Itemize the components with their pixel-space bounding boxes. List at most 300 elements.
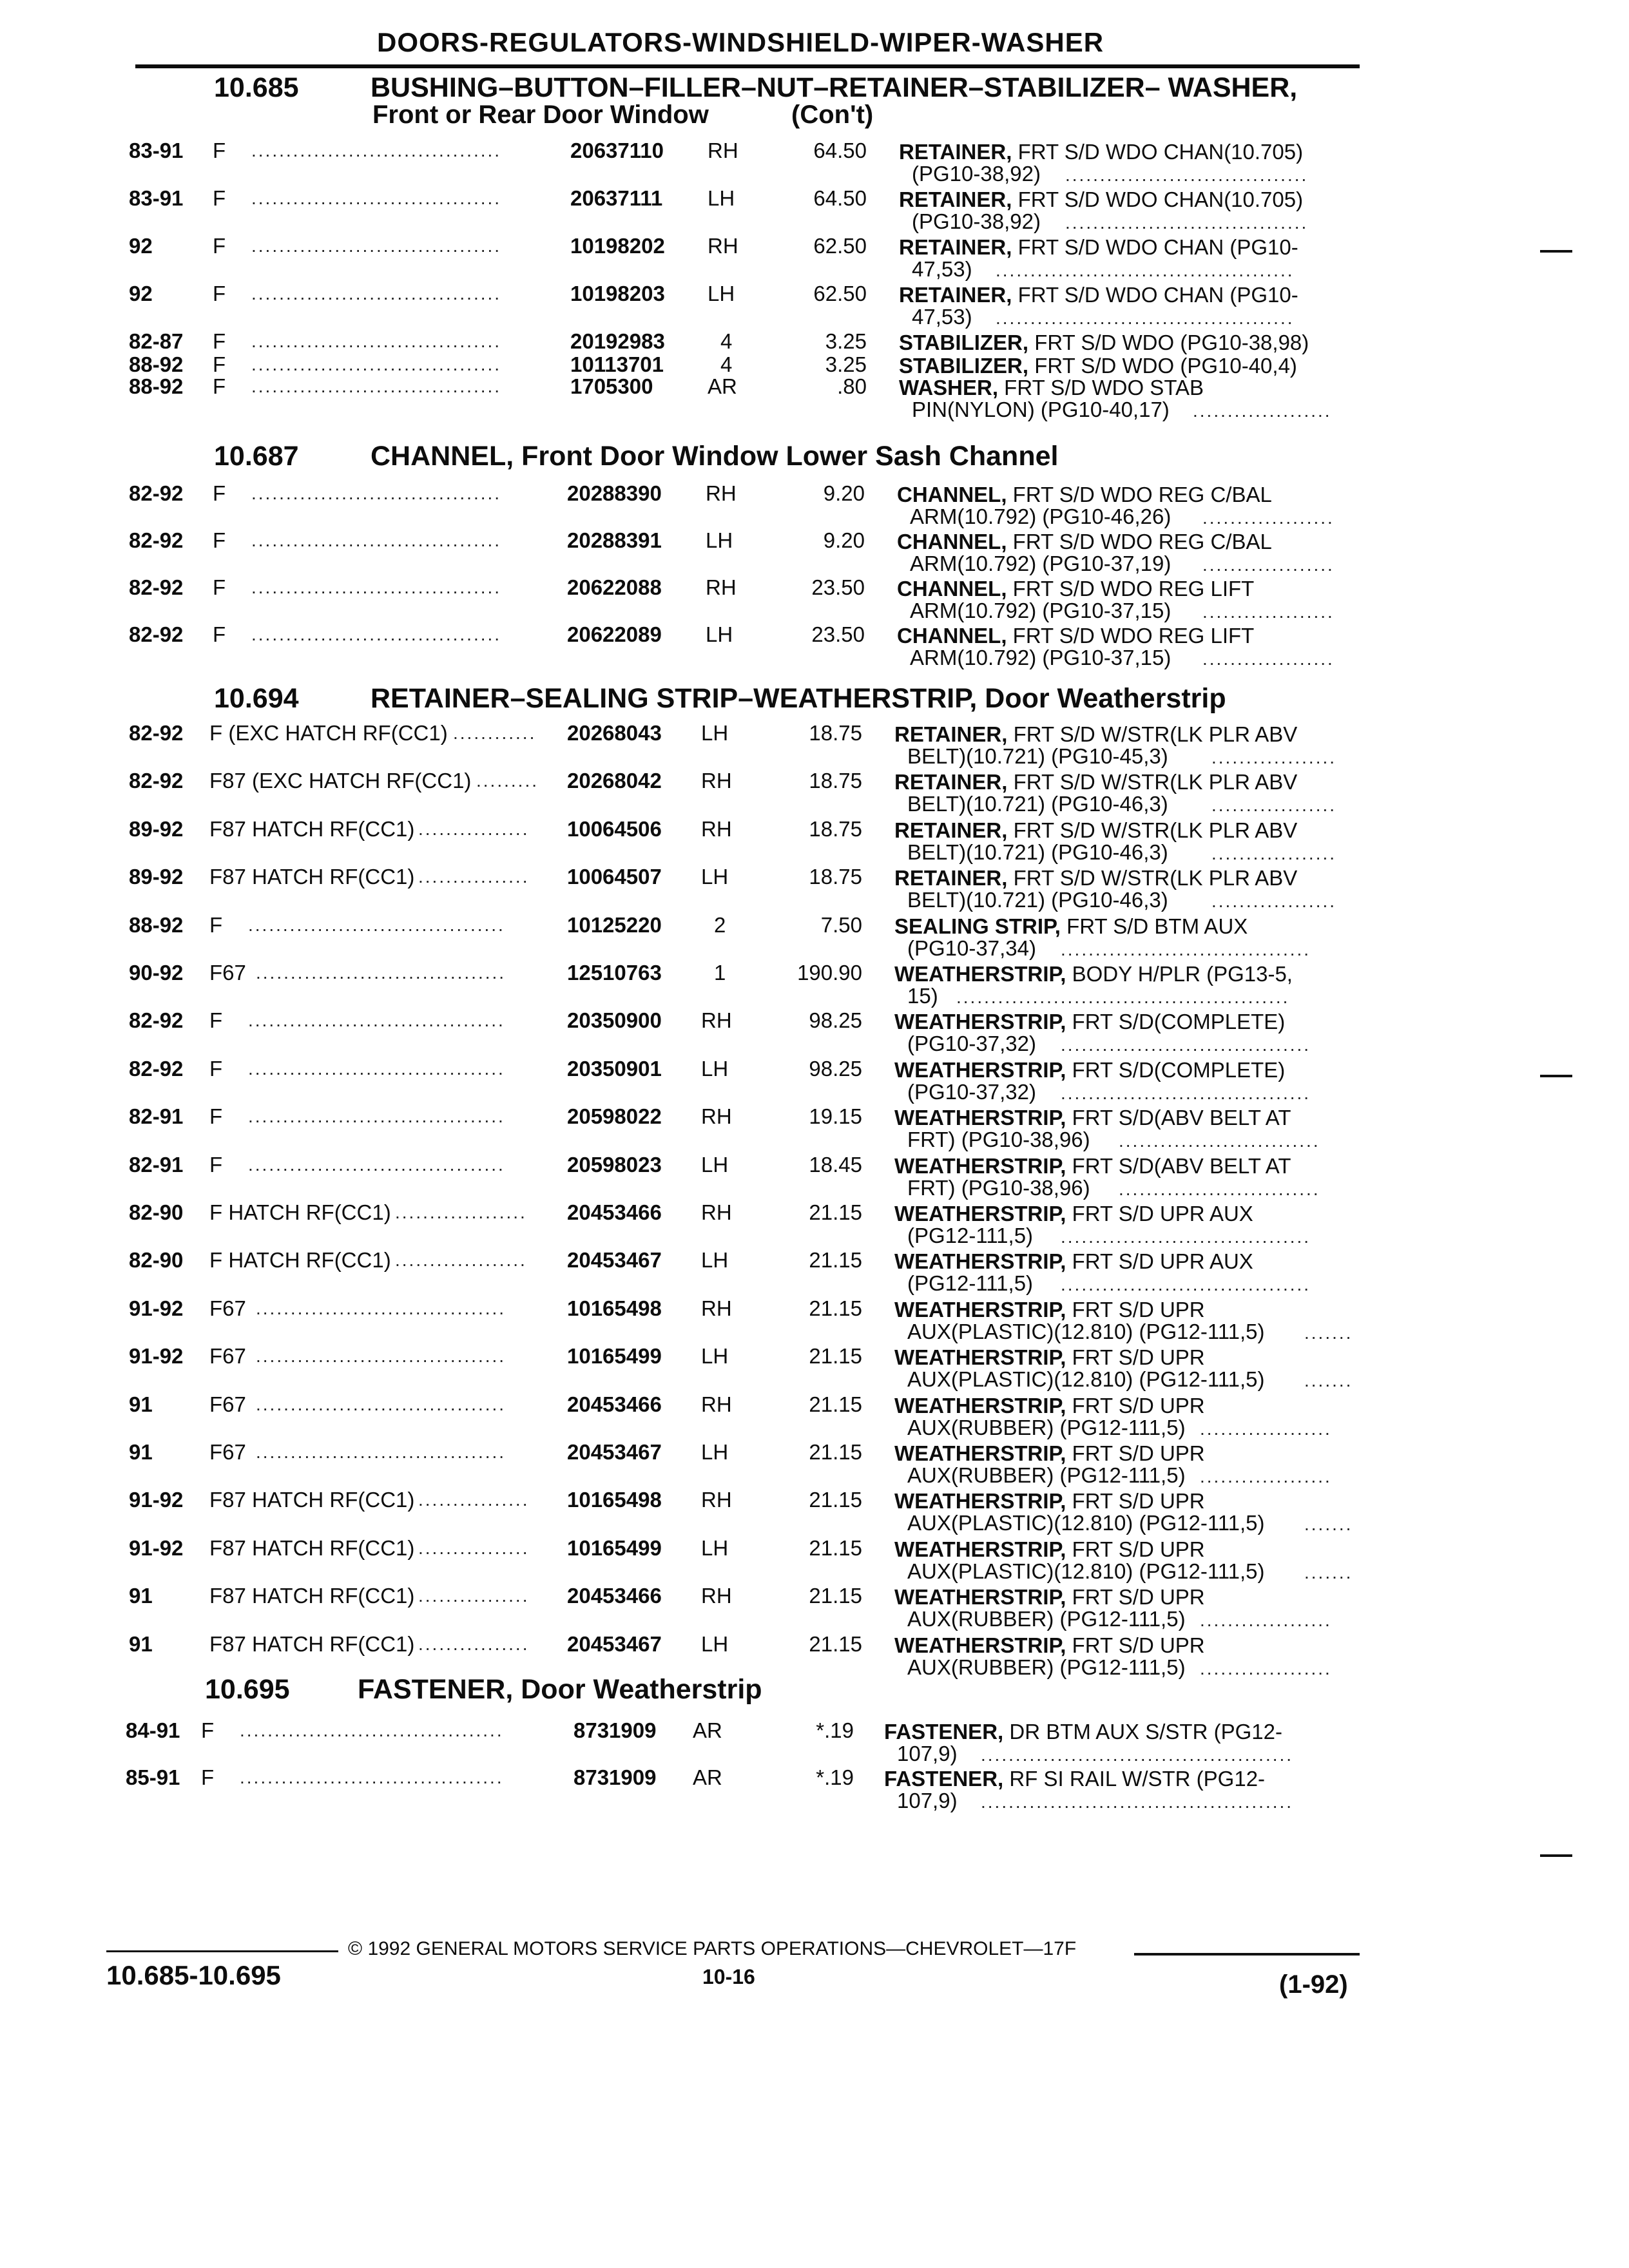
dot-leader: .................................... (251, 331, 502, 351)
part-number: 10198202 (570, 234, 665, 258)
description-line-2: 47,53) (912, 257, 972, 281)
description-line-1 (894, 1490, 1205, 1513)
dot-leader: ................... (1202, 602, 1335, 622)
description-line-2: 107,9) (897, 1789, 958, 1812)
model-years: 82-90 (129, 1248, 184, 1272)
description-line-1 (894, 1346, 1205, 1369)
quantity: RH (701, 817, 732, 841)
part-name: STABILIZER, (899, 331, 1029, 354)
dot-leader: .................................... (251, 354, 502, 374)
model-years: 82-87 (129, 329, 184, 353)
dot-leader: ....... (1304, 1323, 1353, 1343)
margin-mark (1540, 1075, 1572, 1077)
model-years: 82-92 (129, 575, 184, 599)
description-line-1 (899, 284, 1298, 307)
quantity: LH (701, 1153, 729, 1177)
list-price: 3.25 (825, 329, 867, 353)
quantity: 4 (720, 329, 733, 353)
dot-leader: ..................................... (248, 915, 505, 935)
description-detail: FRT S/D WDO REG C/BAL (1007, 530, 1272, 553)
footer-rule-left (106, 1950, 338, 1952)
parts-row (0, 1584, 1629, 1629)
footer-revision-date: (1-92) (1279, 1970, 1348, 1999)
dot-leader: .................................... (251, 188, 502, 208)
part-name: WASHER, (899, 376, 999, 399)
description-detail: FRT S/D WDO CHAN(10.705) (1012, 140, 1304, 164)
part-name: RETAINER, (899, 140, 1012, 164)
body-model: F (201, 1765, 215, 1789)
part-number: 20453467 (567, 1440, 662, 1464)
part-number: 20453467 (567, 1248, 662, 1272)
part-name: WEATHERSTRIP, (894, 1249, 1066, 1273)
list-price: 21.15 (809, 1584, 862, 1608)
model-years: 82-92 (129, 721, 184, 745)
description-detail: FRT S/D(ABV BELT AT (1066, 1106, 1291, 1129)
part-name: FASTENER, (884, 1720, 1004, 1744)
dot-leader: ................... (1200, 1658, 1332, 1678)
dot-leader: ..................................... (248, 1010, 505, 1030)
part-name: RETAINER, (899, 187, 1012, 211)
part-number: 10165499 (567, 1344, 662, 1368)
description-line-1 (894, 1059, 1285, 1082)
quantity: LH (701, 1344, 729, 1368)
dot-leader: ................... (1200, 1466, 1332, 1486)
list-price: 9.20 (823, 528, 865, 552)
dot-leader: .................................... (251, 376, 502, 396)
quantity: RH (701, 1200, 732, 1224)
model-years: 91-92 (129, 1344, 184, 1368)
list-price: 64.50 (813, 186, 867, 210)
dot-leader: .................. (1211, 843, 1337, 863)
body-model: F (EXC HATCH RF(CC1) (209, 721, 448, 745)
description-detail: RF SI RAIL W/STR (PG12- (1003, 1767, 1266, 1791)
dot-leader: ..................................... (248, 1106, 505, 1126)
dot-leader: ..................................... (248, 1155, 505, 1175)
description-detail: FRT S/D W/STR(LK PLR ABV (1007, 770, 1298, 794)
part-name: CHANNEL, (897, 624, 1007, 648)
description-line-1 (884, 1720, 1282, 1744)
part-number: 10165498 (567, 1488, 662, 1512)
list-price: 7.50 (820, 913, 862, 937)
description-line-1 (897, 577, 1254, 601)
part-name: WEATHERSTRIP, (894, 1058, 1066, 1082)
description-detail: FRT S/D UPR AUX (1066, 1249, 1253, 1273)
model-years: 83-91 (129, 186, 184, 210)
description-detail: FRT S/D UPR (1066, 1489, 1205, 1513)
part-name: WEATHERSTRIP, (894, 1537, 1066, 1561)
dot-leader: .................................... (251, 140, 502, 160)
model-years: 88-92 (129, 913, 184, 937)
model-years: 90-92 (129, 961, 184, 985)
description-line-2: AUX(PLASTIC)(12.810) (PG12-111,5) (907, 1559, 1265, 1583)
list-price: 21.15 (809, 1440, 862, 1464)
part-number: 8731909 (574, 1765, 657, 1789)
quantity: LH (701, 1440, 729, 1464)
dot-leader: ....... (1304, 1370, 1353, 1390)
parts-row (0, 1297, 1629, 1342)
part-number: 20453466 (567, 1392, 662, 1416)
list-price: .80 (837, 374, 867, 398)
dot-leader: ........................................... (996, 308, 1295, 328)
quantity: RH (701, 1008, 732, 1032)
part-name: CHANNEL, (897, 577, 1007, 601)
quantity: AR (693, 1718, 722, 1742)
quantity: RH (701, 1392, 732, 1416)
part-name: WEATHERSTRIP, (894, 962, 1066, 986)
dot-leader: .................................... (1061, 1274, 1311, 1294)
list-price: 62.50 (813, 234, 867, 258)
part-name: WEATHERSTRIP, (894, 1585, 1066, 1609)
dot-leader: ............................. (1119, 1179, 1320, 1199)
body-model: F (213, 234, 226, 258)
part-name: RETAINER, (894, 722, 1008, 746)
quantity: LH (706, 622, 733, 646)
model-years: 82-90 (129, 1200, 184, 1224)
part-name: WEATHERSTRIP, (894, 1394, 1066, 1418)
description-detail: FRT S/D WDO CHAN(10.705) (1012, 187, 1304, 211)
part-name: WEATHERSTRIP, (894, 1010, 1066, 1033)
dot-leader: .................................... (256, 1298, 506, 1318)
description-line-2: (PG12-111,5) (907, 1271, 1034, 1295)
description-line-2: AUX(PLASTIC)(12.810) (PG12-111,5) (907, 1320, 1265, 1343)
body-model: F87 HATCH RF(CC1) (209, 1488, 415, 1512)
dot-leader: .................................... (251, 236, 502, 256)
parts-row (0, 282, 1629, 327)
part-number: 10064506 (567, 817, 662, 841)
body-model: F67 (209, 961, 246, 985)
parts-row (0, 1488, 1629, 1533)
dot-leader: ........................................... (996, 260, 1295, 280)
dot-leader: .................................... (256, 1442, 506, 1462)
description-line-1 (894, 1442, 1205, 1465)
part-name: RETAINER, (894, 818, 1008, 842)
description-line-2: BELT)(10.721) (PG10-46,3) (907, 840, 1168, 864)
description-line-2: BELT)(10.721) (PG10-46,3) (907, 888, 1168, 912)
model-years: 88-92 (129, 374, 184, 398)
part-name: WEATHERSTRIP, (894, 1345, 1066, 1369)
quantity: RH (706, 481, 737, 505)
parts-row (0, 1345, 1629, 1390)
body-model: F67 (209, 1296, 246, 1320)
parts-row (0, 1766, 1629, 1811)
parts-row (0, 529, 1629, 574)
quantity: 1 (714, 961, 726, 985)
part-name: SEALING STRIP, (894, 914, 1061, 938)
dot-leader: .................................... (256, 1346, 506, 1366)
body-model: F (213, 186, 226, 210)
description-line-2: AUX(RUBBER) (PG12-111,5) (907, 1416, 1186, 1439)
list-price: 64.50 (813, 139, 867, 162)
description-line-1 (894, 1634, 1205, 1657)
body-model: F87 HATCH RF(CC1) (209, 1584, 415, 1608)
dot-leader: .................................... (251, 624, 502, 644)
quantity: 4 (720, 352, 733, 376)
list-price: 18.75 (809, 865, 862, 889)
list-price: 21.15 (809, 1632, 862, 1656)
body-model: F87 HATCH RF(CC1) (209, 817, 415, 841)
dot-leader: ............................. (1119, 1131, 1320, 1151)
dot-leader: ................... (1202, 508, 1335, 528)
body-model: F67 (209, 1392, 246, 1416)
model-years: 82-91 (129, 1153, 184, 1177)
part-name: WEATHERSTRIP, (894, 1633, 1066, 1657)
description-line-2: AUX(RUBBER) (PG12-111,5) (907, 1463, 1186, 1487)
description-detail: FRT S/D(COMPLETE) (1066, 1058, 1286, 1082)
description-detail: FRT S/D UPR (1066, 1585, 1205, 1609)
title-rule (135, 64, 1360, 68)
part-number: 20453466 (567, 1200, 662, 1224)
description-line-2: (PG10-37,32) (907, 1080, 1036, 1104)
section-title: BUSHING–BUTTON–FILLER–NUT–RETAINER–STABILIZER– WASHER, (371, 72, 1298, 103)
part-name: STABILIZER, (899, 354, 1029, 378)
description-detail: BODY H/PLR (PG13-5, (1066, 962, 1293, 986)
body-model: F (213, 374, 226, 398)
section-subtitle: Front or Rear Door Window (372, 101, 709, 129)
dot-leader: ................................... (1065, 165, 1309, 185)
description-line-2: 107,9) (897, 1742, 958, 1765)
part-number: 20288390 (567, 481, 662, 505)
body-model: F87 HATCH RF(CC1) (209, 1632, 415, 1656)
dot-leader: .................................... (256, 963, 506, 983)
description-line-1 (894, 915, 1248, 938)
parts-row (0, 865, 1629, 910)
part-number: 10064507 (567, 865, 662, 889)
body-model: F (213, 329, 226, 353)
model-years: 82-92 (129, 481, 184, 505)
description-line-2: (PG12-111,5) (907, 1224, 1034, 1247)
model-years: 88-92 (129, 352, 184, 376)
part-number: 20637111 (570, 186, 663, 210)
quantity: LH (708, 186, 735, 210)
dot-leader: ..................................... (248, 1059, 505, 1079)
parts-row (0, 769, 1629, 814)
description-line-1 (899, 236, 1298, 259)
model-years: 83-91 (129, 139, 184, 162)
dot-leader: ...................................... (240, 1720, 504, 1740)
description-line-1 (894, 1538, 1205, 1561)
description-line-1 (894, 963, 1293, 986)
part-name: WEATHERSTRIP, (894, 1154, 1066, 1178)
body-model: F (209, 1104, 223, 1128)
description-line-1 (894, 723, 1297, 746)
parts-row (0, 235, 1629, 280)
dot-leader: .................. (1211, 891, 1337, 911)
dot-leader: .................................... (251, 577, 502, 597)
body-model: F (209, 1153, 223, 1177)
quantity: RH (701, 1296, 732, 1320)
part-number: 20453466 (567, 1584, 662, 1608)
list-price: 62.50 (813, 282, 867, 305)
part-name: CHANNEL, (897, 483, 1007, 506)
description-line-1 (899, 354, 1297, 378)
dot-leader: ............ (453, 723, 537, 743)
quantity: LH (701, 865, 729, 889)
description-detail: FRT S/D W/STR(LK PLR ABV (1007, 818, 1298, 842)
list-price: 98.25 (809, 1008, 862, 1032)
description-line-1 (899, 140, 1303, 164)
body-model: F (209, 1057, 223, 1081)
part-name: WEATHERSTRIP, (894, 1441, 1066, 1465)
description-line-2: BELT)(10.721) (PG10-46,3) (907, 792, 1168, 816)
list-price: 21.15 (809, 1200, 862, 1224)
dot-leader: ......... (476, 771, 539, 791)
section-title: FASTENER, Door Weatherstrip (358, 1674, 762, 1705)
description-detail: FRT S/D WDO (PG10-40,4) (1028, 354, 1297, 378)
description-line-1 (899, 376, 1204, 399)
model-years: 91 (129, 1632, 153, 1656)
body-model: F87 (EXC HATCH RF(CC1) (209, 769, 472, 793)
model-years: 82-92 (129, 528, 184, 552)
description-line-1 (884, 1767, 1265, 1791)
description-line-2: AUX(PLASTIC)(12.810) (PG12-111,5) (907, 1367, 1265, 1391)
description-detail: FRT S/D UPR (1066, 1633, 1205, 1657)
dot-leader: ................ (418, 1490, 530, 1510)
description-line-1 (894, 1202, 1253, 1225)
parts-row (0, 1719, 1629, 1764)
dot-leader: ....... (1304, 1562, 1353, 1582)
part-name: FASTENER, (884, 1767, 1004, 1791)
dot-leader: .................................... (1061, 1035, 1311, 1055)
footer-section-range: 10.685-10.695 (106, 1960, 281, 1990)
dot-leader: ................ (418, 1586, 530, 1606)
quantity: RH (701, 1104, 732, 1128)
model-years: 82-92 (129, 1057, 184, 1081)
part-number: 8731909 (574, 1718, 657, 1742)
part-name: WEATHERSTRIP, (894, 1202, 1066, 1225)
footer-copyright: © 1992 GENERAL MOTORS SERVICE PARTS OPERATIONS—CHEVROLET—17F (348, 1938, 1077, 1959)
dot-leader: ....... (1304, 1514, 1353, 1534)
description-line-2: (PG10-37,34) (907, 936, 1036, 960)
part-number: 20288391 (567, 528, 662, 552)
dot-leader: ................ (418, 1538, 530, 1558)
model-years: 91 (129, 1584, 153, 1608)
model-years: 84-91 (126, 1718, 180, 1742)
body-model: F67 (209, 1344, 246, 1368)
dot-leader: ................... (1200, 1610, 1332, 1630)
body-model: F (213, 575, 226, 599)
part-name: WEATHERSTRIP, (894, 1298, 1066, 1321)
part-number: 10113701 (570, 352, 664, 376)
dot-leader: ...................................... (240, 1767, 504, 1787)
footer-page-number: 10-16 (702, 1965, 755, 1988)
part-name: CHANNEL, (897, 530, 1007, 553)
quantity: RH (708, 139, 738, 162)
description-detail: FRT S/D WDO CHAN (PG10- (1012, 235, 1298, 259)
quantity: RH (701, 769, 732, 793)
dot-leader: ................................................ (956, 987, 1290, 1007)
part-name: RETAINER, (894, 866, 1008, 890)
description-line-2: (PG10-38,92) (912, 162, 1041, 186)
dot-leader: .................................... (256, 1394, 506, 1414)
section-continued-note: (Con't) (791, 101, 874, 129)
part-name: RETAINER, (899, 235, 1012, 259)
section-number: 10.695 (205, 1674, 290, 1705)
quantity: AR (693, 1765, 722, 1789)
dot-leader: ................... (395, 1202, 527, 1222)
description-detail: FRT S/D WDO REG LIFT (1007, 577, 1255, 601)
part-number: 20453467 (567, 1632, 662, 1656)
dot-leader: .................................... (251, 284, 502, 303)
parts-row (0, 1441, 1629, 1486)
parts-row (0, 818, 1629, 863)
dot-leader: .................................... (251, 483, 502, 503)
description-detail: FRT S/D W/STR(LK PLR ABV (1007, 866, 1298, 890)
body-model: F67 (209, 1440, 246, 1464)
parts-row (0, 961, 1629, 1006)
part-name: RETAINER, (899, 283, 1012, 307)
dot-leader: .................................... (1061, 939, 1311, 959)
footer-rule-right (1134, 1953, 1360, 1956)
description-line-1 (899, 188, 1303, 211)
parts-row (0, 914, 1629, 959)
parts-row (0, 1537, 1629, 1582)
dot-leader: .................................... (251, 530, 502, 550)
description-line-1 (894, 819, 1297, 842)
part-number: 1705300 (570, 374, 653, 398)
body-model: F (213, 622, 226, 646)
dot-leader: ................ (418, 819, 530, 839)
description-line-2: FRT) (PG10-38,96) (907, 1176, 1090, 1200)
quantity: AR (708, 374, 737, 398)
list-price: 9.20 (823, 481, 865, 505)
list-price: *.19 (816, 1718, 854, 1742)
list-price: 18.45 (809, 1153, 862, 1177)
list-price: 18.75 (809, 721, 862, 745)
description-detail: FRT S/D UPR (1066, 1537, 1205, 1561)
model-years: 82-92 (129, 622, 184, 646)
list-price: 19.15 (809, 1104, 862, 1128)
description-line-1 (897, 530, 1272, 553)
part-number: 20622088 (567, 575, 662, 599)
description-line-1 (894, 867, 1297, 890)
list-price: 21.15 (809, 1248, 862, 1272)
description-detail: FRT S/D(COMPLETE) (1066, 1010, 1286, 1033)
model-years: 91-92 (129, 1488, 184, 1512)
description-line-2: (PG10-38,92) (912, 209, 1041, 233)
list-price: 21.15 (809, 1536, 862, 1560)
body-model: F (213, 282, 226, 305)
body-model: F (213, 352, 226, 376)
description-detail: FRT S/D UPR AUX (1066, 1202, 1253, 1225)
parts-row (0, 1009, 1629, 1054)
model-years: 91 (129, 1392, 153, 1416)
list-price: 98.25 (809, 1057, 862, 1081)
quantity: 2 (714, 913, 726, 937)
description-line-1 (894, 1250, 1253, 1273)
margin-mark (1540, 250, 1572, 253)
dot-leader: .................. (1211, 795, 1337, 815)
parts-row (0, 139, 1629, 184)
quantity: RH (701, 1584, 732, 1608)
body-model: F HATCH RF(CC1) (209, 1248, 391, 1272)
part-number: 10198203 (570, 282, 665, 305)
list-price: 3.25 (825, 352, 867, 376)
body-model: F87 HATCH RF(CC1) (209, 865, 415, 889)
quantity: LH (701, 1057, 729, 1081)
model-years: 92 (129, 282, 153, 305)
description-line-1 (894, 1394, 1205, 1418)
description-line-1 (894, 1106, 1291, 1129)
parts-row (0, 576, 1629, 621)
section-number: 10.694 (214, 683, 299, 714)
parts-row (0, 187, 1629, 232)
body-model: F (201, 1718, 215, 1742)
model-years: 82-91 (129, 1104, 184, 1128)
description-detail: FRT S/D(ABV BELT AT (1066, 1154, 1291, 1178)
list-price: 21.15 (809, 1344, 862, 1368)
model-years: 92 (129, 234, 153, 258)
dot-leader: .................. (1211, 747, 1337, 767)
